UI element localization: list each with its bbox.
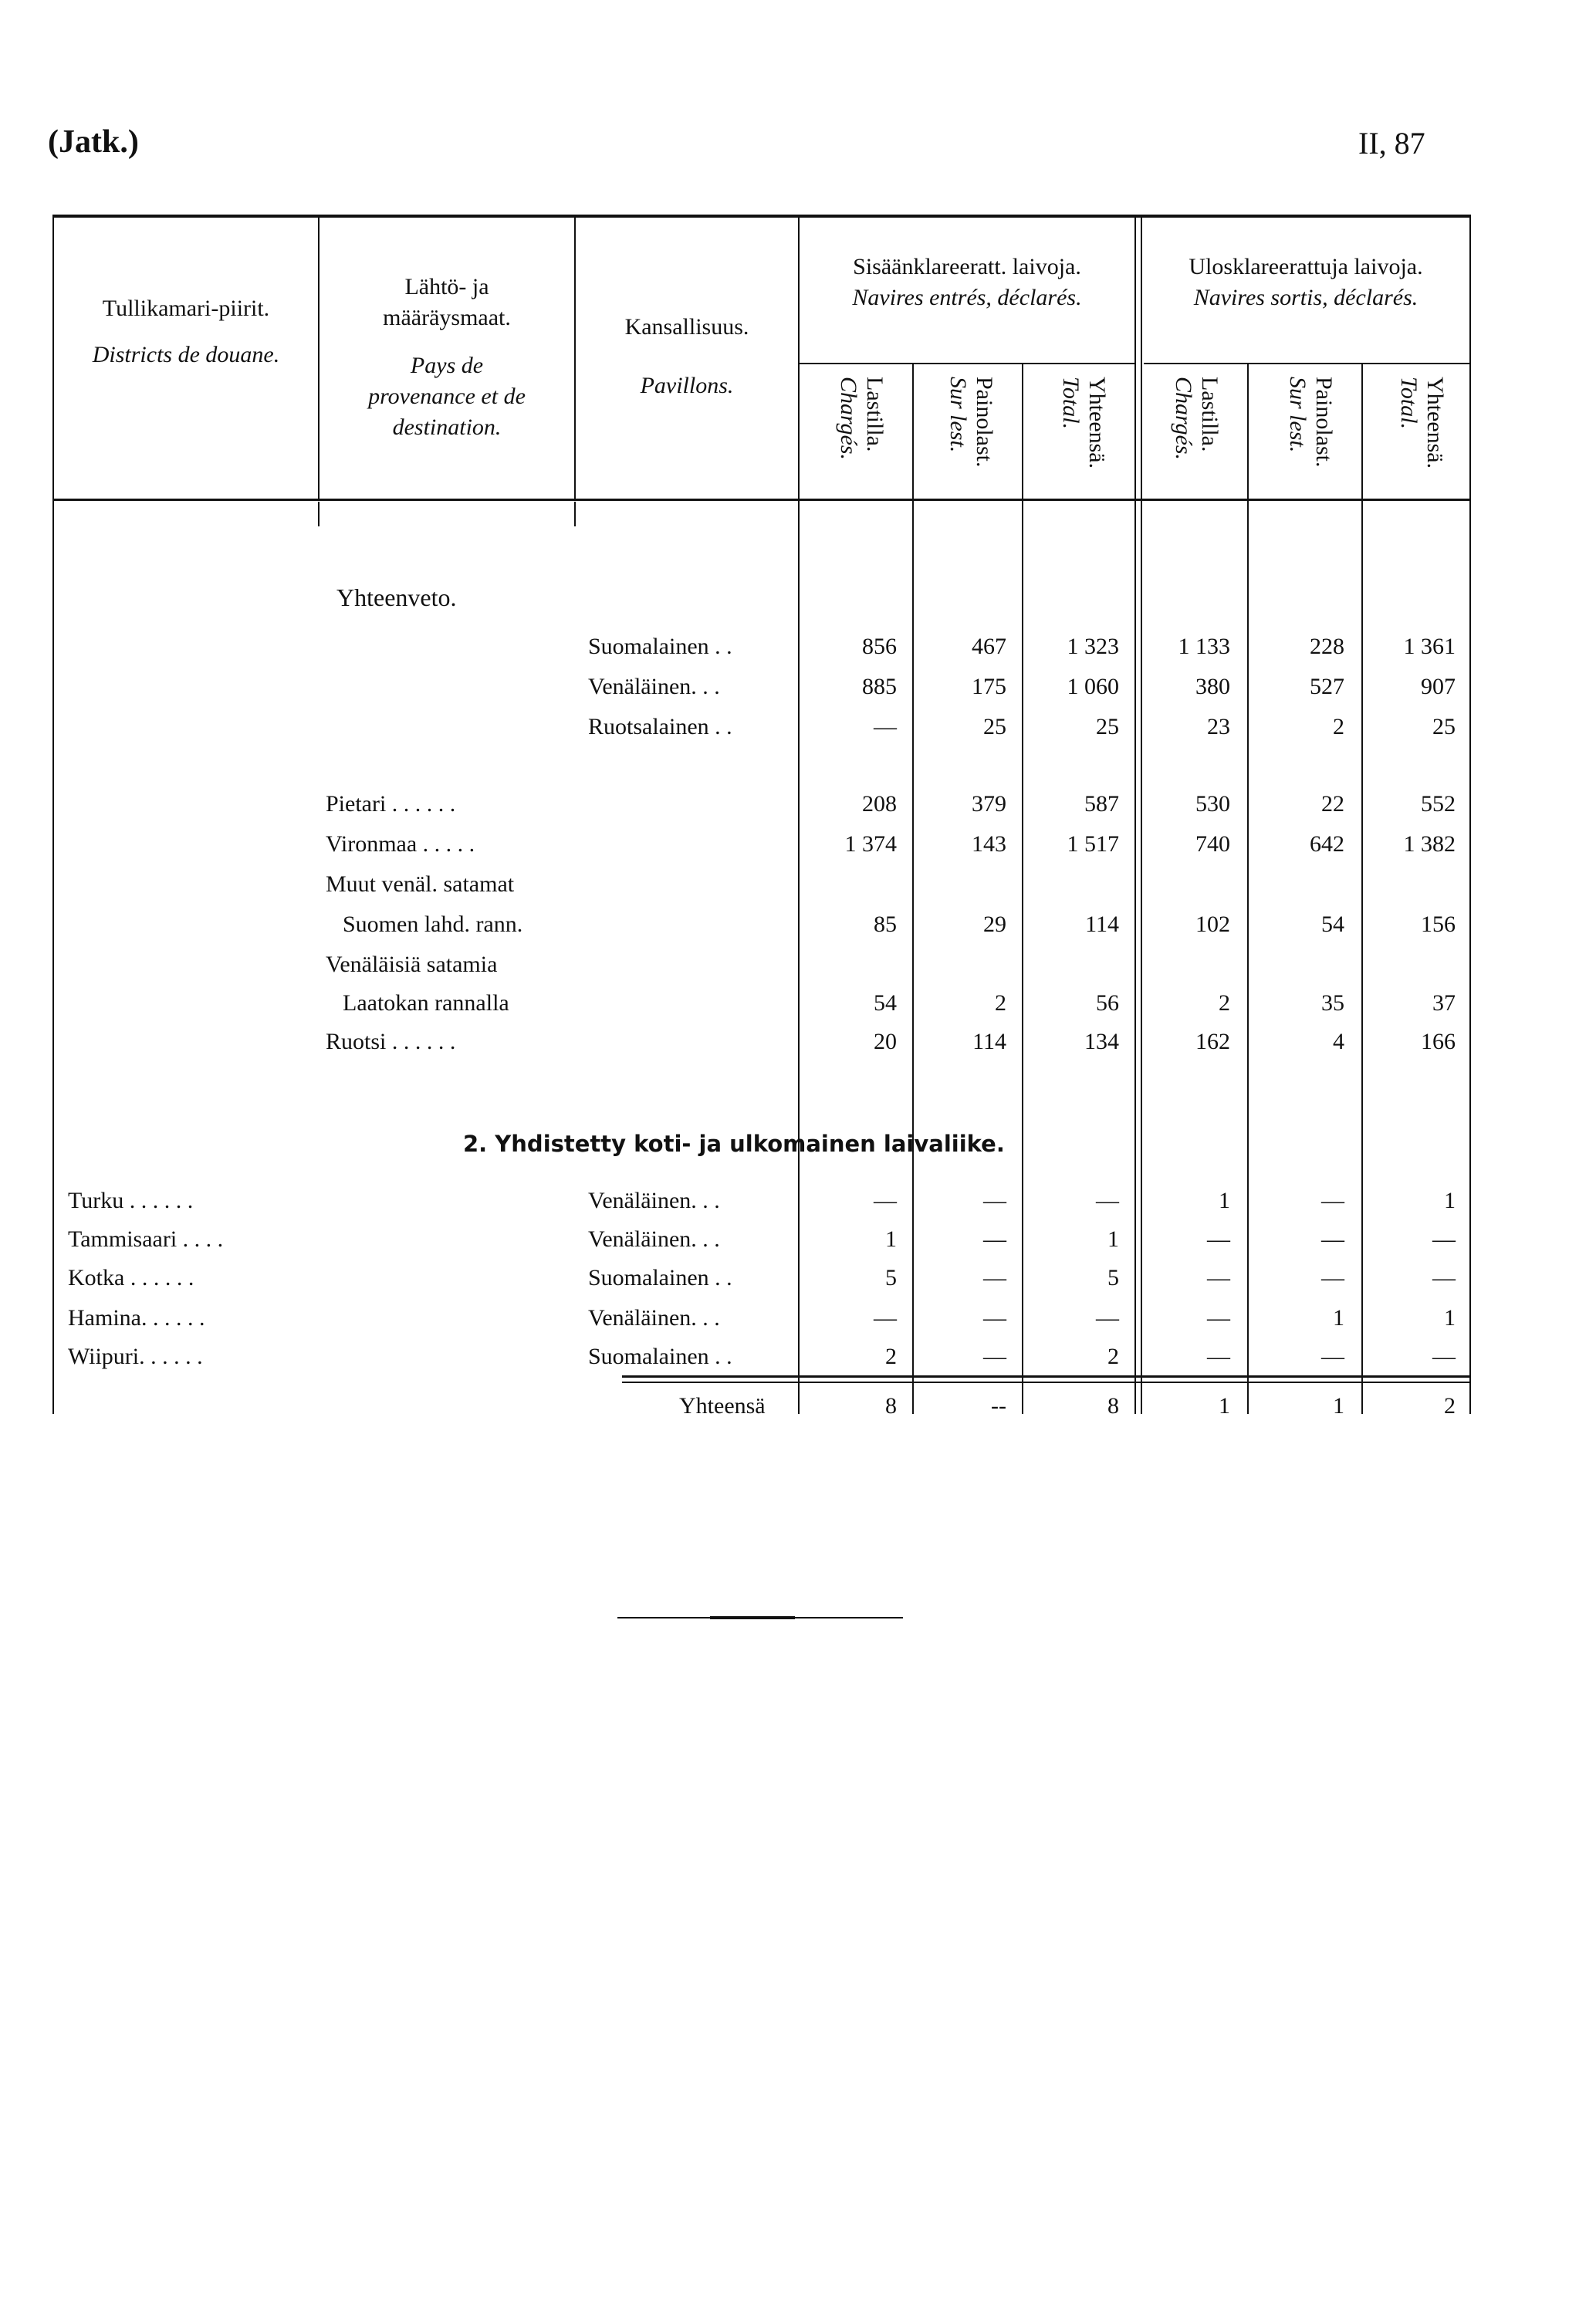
cell: 25 — [983, 714, 1006, 739]
cell: 4 — [1333, 1029, 1344, 1054]
district-label: Hamina. . . . . . — [68, 1305, 205, 1331]
page-header-left: (Jatk.) — [48, 124, 139, 160]
cell: 1 — [1444, 1188, 1456, 1213]
cell: 885 — [862, 674, 897, 699]
subhead-entered-ballast: Painolast. Sur lest. — [945, 377, 997, 468]
cell: — — [1207, 1305, 1230, 1331]
cell: 114 — [1085, 912, 1119, 937]
cell: — — [1432, 1265, 1456, 1290]
district-label: Wiipuri. . . . . . — [68, 1344, 203, 1369]
cell: 1 382 — [1403, 831, 1456, 857]
cell: — — [874, 1305, 897, 1331]
entered-heading — [801, 252, 1133, 313]
cell: 1 — [1219, 1393, 1230, 1419]
cell: 56 — [1096, 990, 1119, 1016]
col-sep-origin — [574, 218, 576, 499]
cell: 54 — [1321, 912, 1344, 937]
row-label: Pietari . . . . . . — [326, 791, 456, 817]
cell: 143 — [972, 831, 1006, 857]
cell: 1 361 — [1403, 634, 1456, 659]
cell: — — [983, 1305, 1006, 1331]
cell: — — [983, 1265, 1006, 1290]
cell: 8 — [1107, 1393, 1119, 1419]
header-bottom-rule — [52, 499, 1471, 501]
cell: 856 — [862, 634, 897, 659]
total-rule-top — [622, 1375, 1469, 1378]
subhead-cleared-total: Yhteensä. Total. — [1396, 377, 1448, 469]
district-heading — [56, 292, 316, 372]
cell: 1 133 — [1178, 634, 1230, 659]
subheader-rule-left — [800, 363, 1136, 364]
cell: — — [1321, 1265, 1344, 1290]
cell: 1 — [1444, 1305, 1456, 1331]
cell: 29 — [983, 912, 1006, 937]
cell: 2 — [995, 990, 1006, 1016]
cell: — — [983, 1344, 1006, 1369]
cell: 2 — [1107, 1344, 1119, 1369]
cell: 467 — [972, 634, 1006, 659]
cell: 380 — [1195, 674, 1230, 699]
cell: 2 — [1333, 714, 1344, 739]
cell: 156 — [1421, 912, 1456, 937]
cell: 8 — [885, 1393, 897, 1419]
cell: 587 — [1084, 791, 1119, 817]
cell: 642 — [1310, 831, 1344, 857]
district-label: Turku . . . . . . — [68, 1188, 194, 1213]
origin-heading — [321, 272, 573, 443]
cell: 740 — [1195, 831, 1230, 857]
cell: 527 — [1310, 674, 1344, 699]
flag-label: Venäläinen. . . — [588, 1226, 720, 1252]
district-label: Tammisaari . . . . — [68, 1226, 224, 1252]
cell: — — [983, 1188, 1006, 1213]
cell: 1 — [1107, 1226, 1119, 1252]
cell: 1 374 — [844, 831, 897, 857]
cell: 5 — [1107, 1265, 1119, 1290]
row-label: Muut venäl. satamat — [326, 871, 515, 897]
body-tick-origin — [574, 502, 576, 526]
cell: 162 — [1195, 1029, 1230, 1054]
col-sep-4 — [1247, 364, 1249, 1414]
cell: 2 — [1444, 1393, 1456, 1419]
district-heading-fr: Districts de douane. — [92, 342, 280, 367]
origin-heading-fr: Pays de provenance et de destination. — [368, 353, 526, 440]
cell: 20 — [874, 1029, 897, 1054]
entered-heading-fi: Sisäänklareeratt. laivoja. — [853, 254, 1081, 279]
cell: 208 — [862, 791, 897, 817]
frame-left — [52, 218, 54, 1414]
cell: 1 060 — [1067, 674, 1119, 699]
row-label: Vironmaa . . . . . — [326, 831, 475, 857]
cleared-heading-fr: Navires sortis, déclarés. — [1193, 285, 1418, 310]
cell: 134 — [1084, 1029, 1119, 1054]
cell: — — [1321, 1188, 1344, 1213]
cleared-heading-fi: Ulosklareerattuja laivoja. — [1189, 254, 1423, 279]
cell: 114 — [972, 1029, 1006, 1054]
cell: — — [1432, 1226, 1456, 1252]
nationality-heading-fi: Kansallisuus. — [624, 314, 749, 340]
cell: — — [874, 714, 897, 739]
cell: 1 — [1219, 1188, 1230, 1213]
col-sep-1 — [912, 364, 914, 1414]
cell: 54 — [874, 990, 897, 1016]
cell: 102 — [1195, 912, 1230, 937]
cell: 1 — [1333, 1393, 1344, 1419]
cleared-heading — [1144, 252, 1468, 313]
cell: — — [1321, 1344, 1344, 1369]
entered-heading-fr: Navires entrés, déclarés. — [852, 285, 1082, 310]
cell: — — [1432, 1344, 1456, 1369]
cell: 1 — [885, 1226, 897, 1252]
table-top-rule — [52, 215, 1471, 218]
subhead-cleared-ballast: Painolast. Sur lest. — [1285, 377, 1337, 468]
section2-title: 2. Yhdistetty koti- ja ulkomainen laivaliike. — [463, 1131, 1005, 1157]
cell: 85 — [874, 912, 897, 937]
district-label: Kotka . . . . . . — [68, 1265, 194, 1290]
cell: 175 — [972, 674, 1006, 699]
cell: 1 517 — [1067, 831, 1119, 857]
row-label: Suomalainen . . — [588, 634, 732, 659]
cell: 5 — [885, 1265, 897, 1290]
cell: 2 — [1219, 990, 1230, 1016]
cell: 2 — [885, 1344, 897, 1369]
row-label: Ruotsalainen . . — [588, 714, 732, 739]
subhead-entered-total: Yhteensä. Total. — [1058, 377, 1110, 469]
cell: 23 — [1207, 714, 1230, 739]
col-sep-2 — [1022, 364, 1023, 1414]
page-number: II, 87 — [1358, 126, 1425, 161]
cell: 37 — [1432, 990, 1456, 1016]
cell: 22 — [1321, 791, 1344, 817]
body-tick-district — [318, 502, 320, 526]
cell: 907 — [1421, 674, 1456, 699]
subhead-cleared-charged: Lastilla. Chargés. — [1171, 377, 1222, 461]
nationality-heading — [577, 312, 796, 401]
frame-right — [1469, 218, 1471, 1414]
cell: — — [1096, 1305, 1119, 1331]
cell: — — [983, 1226, 1006, 1252]
origin-heading-fi: Lähtö- ja määräysmaat. — [383, 274, 511, 330]
district-heading-fi: Tullikamari-piirit. — [102, 296, 270, 321]
flag-label: Venäläinen. . . — [588, 1305, 720, 1331]
subhead-entered-charged: Lastilla. Chargés. — [836, 377, 888, 461]
cell: 25 — [1432, 714, 1456, 739]
nationality-heading-fr: Pavillons. — [640, 373, 734, 398]
cell: 552 — [1421, 791, 1456, 817]
cell: -- — [991, 1393, 1006, 1419]
col-sep-5 — [1361, 364, 1363, 1414]
row-label-line2: Laatokan rannalla — [343, 990, 509, 1016]
subheader-rule-right — [1144, 363, 1471, 364]
cell: 1 323 — [1067, 634, 1119, 659]
cell: — — [1096, 1188, 1119, 1213]
cell: 228 — [1310, 634, 1344, 659]
cell: 379 — [972, 791, 1006, 817]
flag-label: Suomalainen . . — [588, 1265, 732, 1290]
row-label-line2: Suomen lahd. rann. — [343, 912, 523, 937]
cell: — — [1207, 1344, 1230, 1369]
flag-label: Venäläinen. . . — [588, 1188, 720, 1213]
total-label: Yhteensä — [679, 1393, 766, 1419]
cell: — — [1207, 1265, 1230, 1290]
row-label: Venäläinen. . . — [588, 674, 720, 699]
end-rule-thick — [710, 1616, 795, 1619]
cell: 166 — [1421, 1029, 1456, 1054]
row-label: Ruotsi . . . . . . — [326, 1029, 456, 1054]
total-rule-bottom — [622, 1382, 1469, 1383]
cell: 1 — [1333, 1305, 1344, 1331]
cell: 25 — [1096, 714, 1119, 739]
cell: — — [1207, 1226, 1230, 1252]
cell: — — [1321, 1226, 1344, 1252]
row-label: Venäläisiä satamia — [326, 952, 498, 977]
cell: — — [874, 1188, 897, 1213]
summary-title: Yhteenveto. — [336, 583, 457, 611]
cell: 35 — [1321, 990, 1344, 1016]
flag-label: Suomalainen . . — [588, 1344, 732, 1369]
col-sep-district — [318, 218, 320, 499]
cell: 530 — [1195, 791, 1230, 817]
